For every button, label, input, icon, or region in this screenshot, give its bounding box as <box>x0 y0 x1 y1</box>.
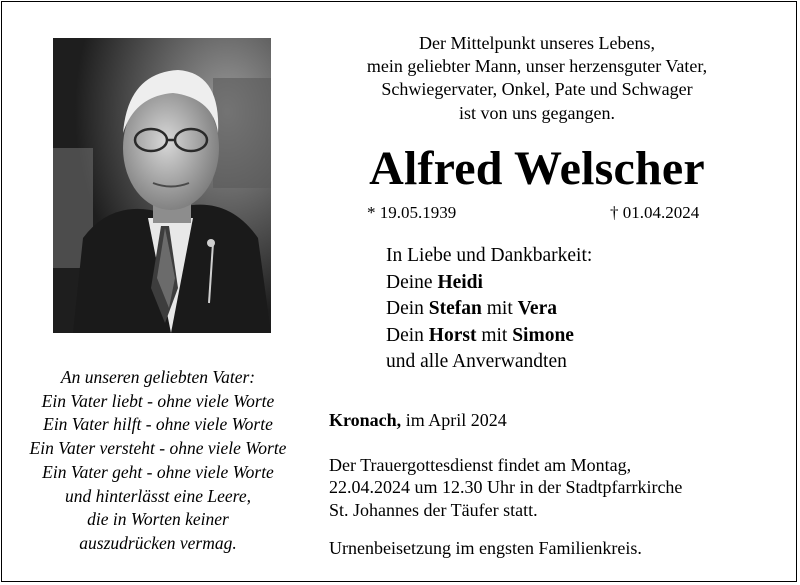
poem-line: Ein Vater hilft - ohne viele Worte <box>43 414 273 435</box>
urn-burial-note: Urnenbeisetzung im engsten Familienkreis. <box>329 538 642 558</box>
intro-text <box>318 32 756 125</box>
service-info <box>329 454 682 521</box>
family-text: mit <box>481 298 518 320</box>
poem-line: Ein Vater versteht - ohne viele Worte <box>29 438 287 459</box>
intro-line: ist von uns gegangen. <box>459 102 615 123</box>
place-month: im April 2024 <box>401 410 507 430</box>
service-line: Der Trauergottesdienst findet am Montag, <box>329 455 632 475</box>
intro-line: Schwiegervater, Onkel, Pate und Schwager <box>381 79 693 100</box>
deceased-name: Alfred Welscher <box>369 142 705 195</box>
family-member: Horst <box>428 324 477 346</box>
place-date <box>329 410 507 431</box>
poem <box>8 366 308 556</box>
poem-line: An unseren geliebten Vater: <box>60 367 256 387</box>
birth-date: * 19.05.1939 <box>367 203 457 222</box>
place-city: Kronach, <box>329 410 402 430</box>
family-list <box>386 243 592 376</box>
family-heading: In Liebe und Dankbarkeit: <box>386 245 593 266</box>
family-text: mit <box>476 324 513 346</box>
poem-line: und hinterlässt eine Leere, <box>65 485 251 506</box>
poem-line: die in Worten keiner <box>87 509 229 530</box>
poem-line: auszudrücken vermag. <box>79 532 237 553</box>
family-text: Dein <box>386 298 429 320</box>
death-date: † 01.04.2024 <box>610 203 700 222</box>
family-member: Vera <box>517 298 557 320</box>
intro-line: mein geliebter Mann, unser herzensguter Vater, <box>366 56 708 77</box>
family-member: Stefan <box>428 298 482 320</box>
family-member: Heidi <box>437 271 483 293</box>
family-line <box>386 270 592 297</box>
family-text: Deine <box>386 271 438 293</box>
portrait-photo <box>53 38 271 333</box>
poem-line: Ein Vater liebt - ohne viele Worte <box>41 390 275 411</box>
poem-line: Ein Vater geht - ohne viele Worte <box>42 461 274 482</box>
service-line: St. Johannes der Täufer statt. <box>329 499 538 520</box>
family-text: Dein <box>386 324 429 346</box>
family-closing: und alle Anverwandten <box>386 351 567 373</box>
family-line <box>386 323 592 350</box>
service-line: 22.04.2024 um 12.30 Uhr in der Stadtpfarrkirche <box>329 477 683 498</box>
family-line <box>386 296 592 323</box>
intro-line: Der Mittelpunkt unseres Lebens, <box>419 33 655 53</box>
family-member: Simone <box>512 324 574 346</box>
